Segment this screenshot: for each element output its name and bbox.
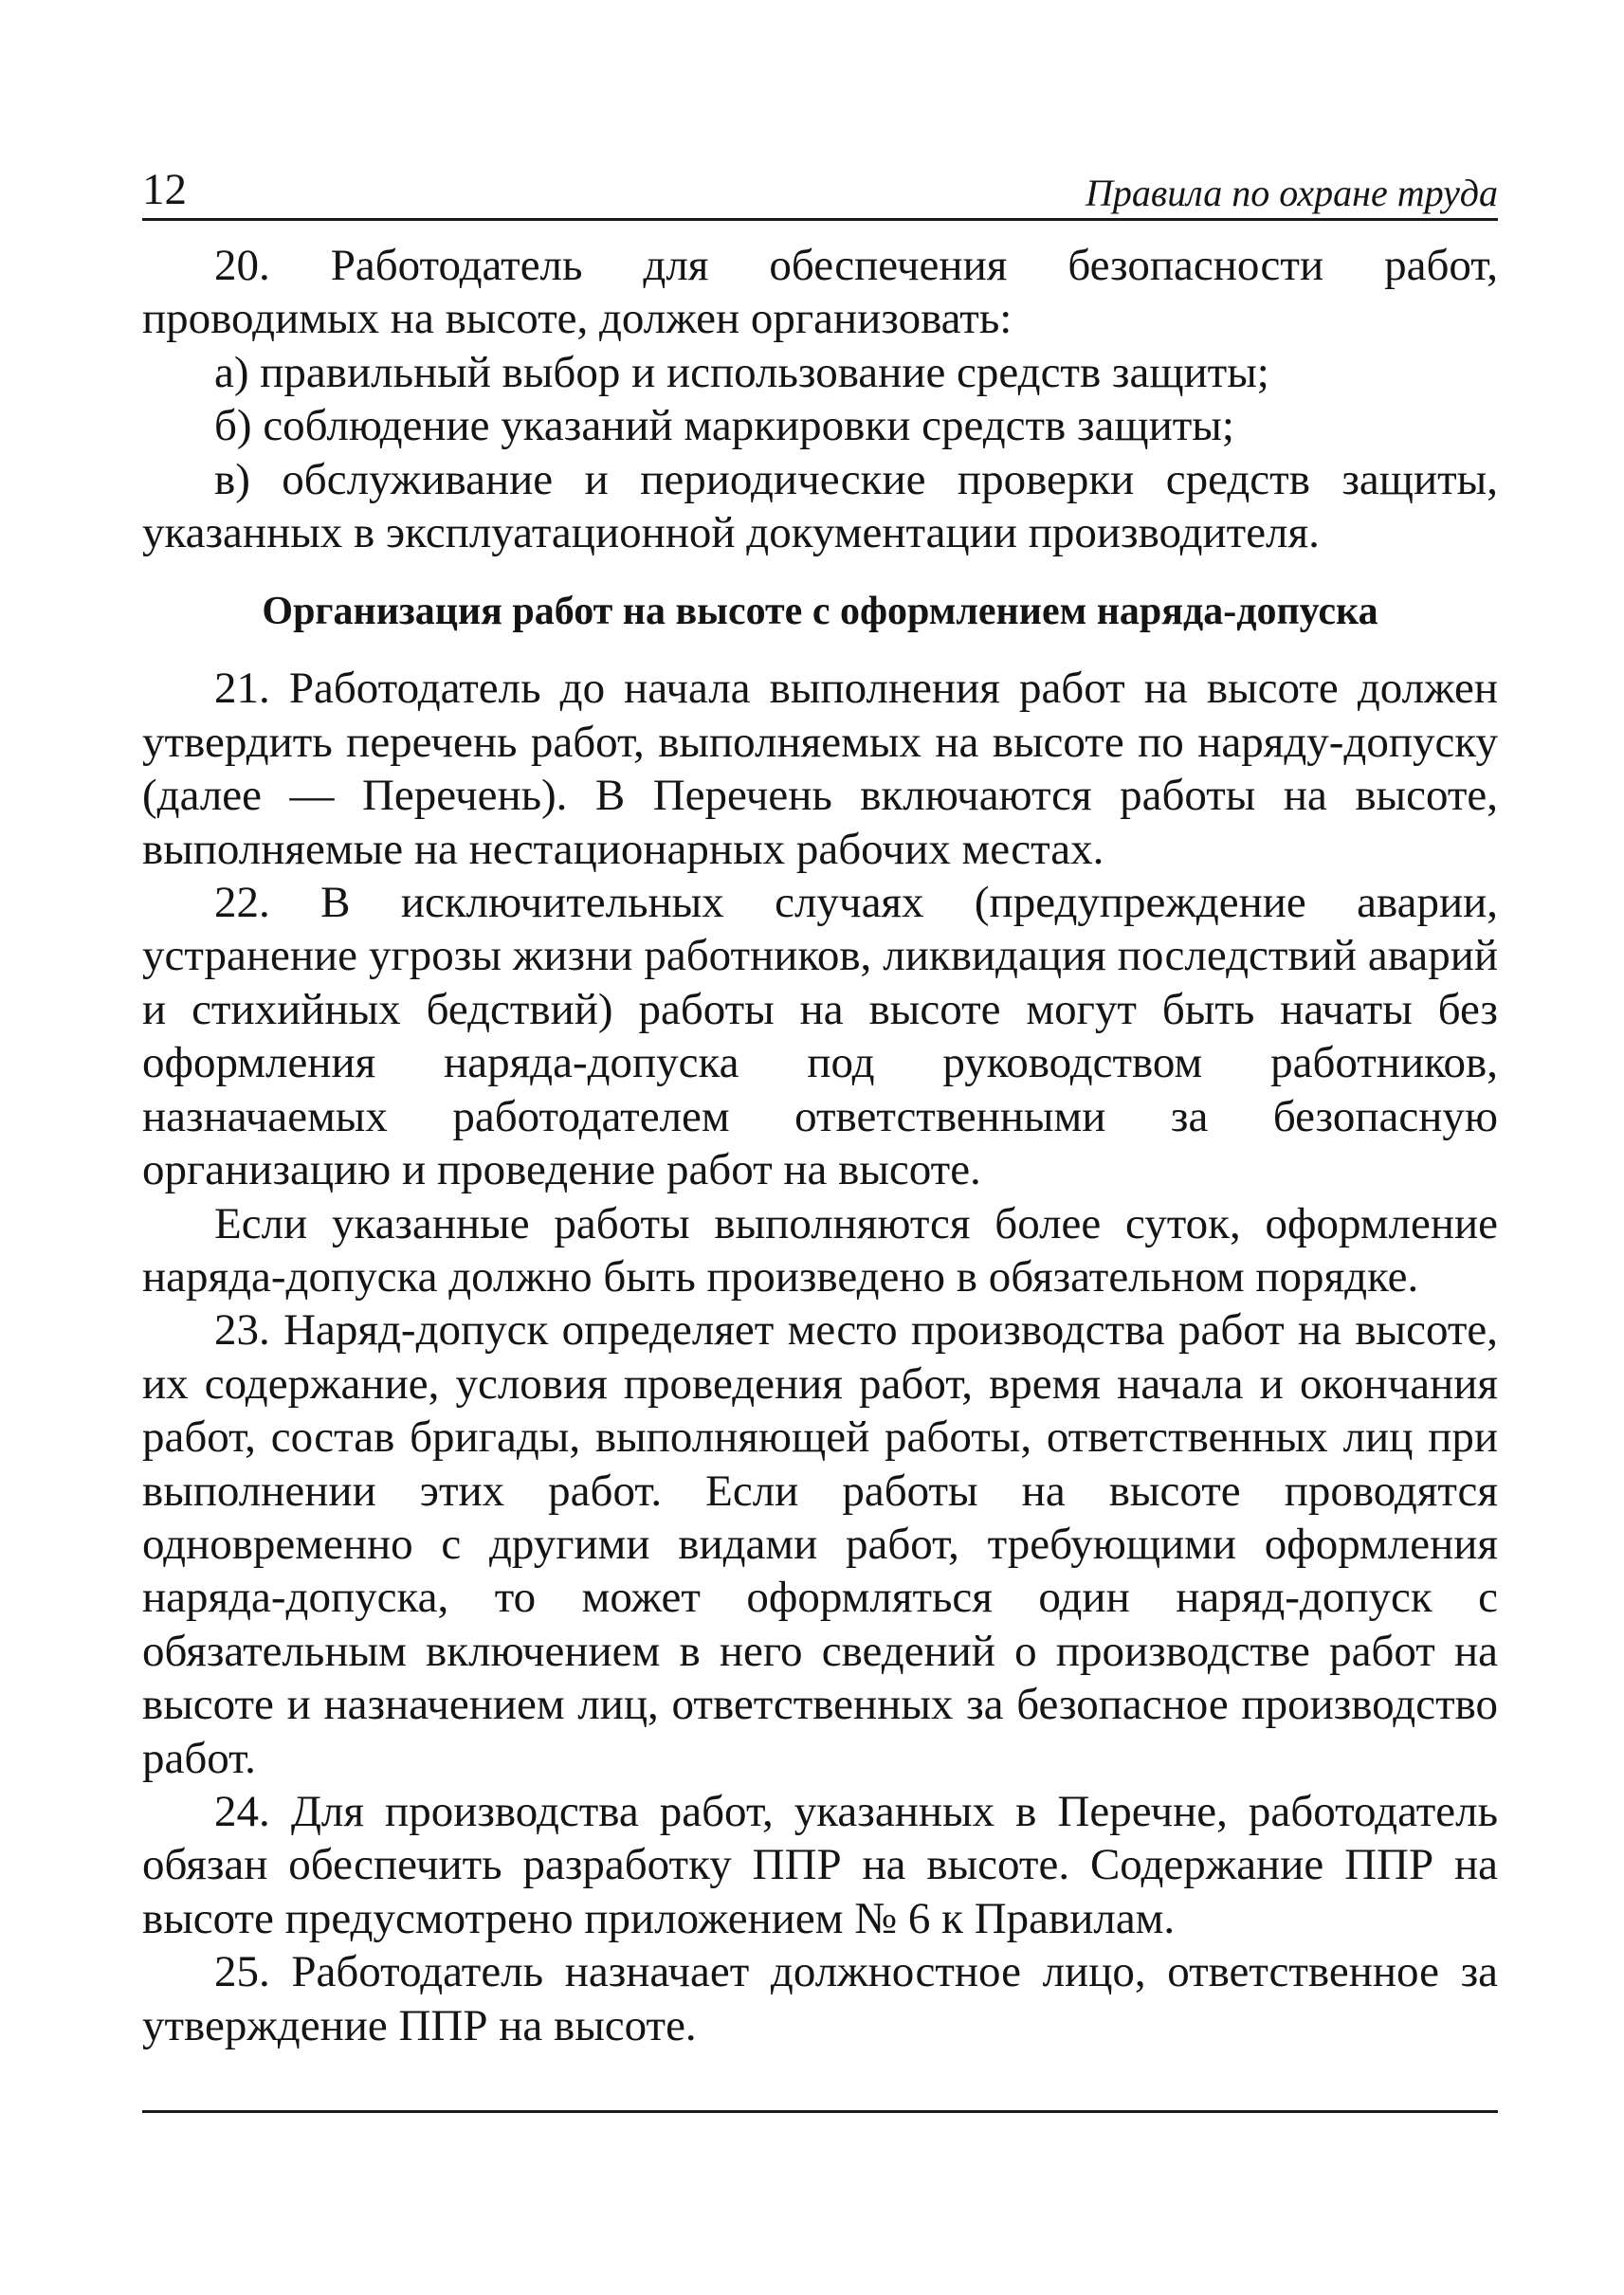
header-rule xyxy=(142,218,1498,221)
paragraph-21: 21. Работодатель до начала выполнения работ на высоте должен утвердить перечень работ, выполняемых на высоте по наряду-допуску (далее — Перечень). В Перечень включаются работы на высоте, выполняемые на нестационарных рабочих местах. xyxy=(142,664,1498,874)
section-heading: Организация работ на высоте с оформлением наряда-допуска xyxy=(262,590,1378,634)
paragraph-20-item-b: б) соблюдение указаний маркировки средств защиты; xyxy=(214,401,1234,451)
paragraph-20: 20. Работодатель для обеспечения безопасности работ, проводимых на высоте, должен организовать: xyxy=(142,241,1498,344)
paragraph-24: 24. Для производства работ, указанных в Перечне, работодатель обязан обеспечить разработку ППР на высоте. Содержание ППР на высоте предусмотрено приложением № 6 к Правилам. xyxy=(142,1786,1498,1943)
paragraph-20-item-a: а) правильный выбор и использование средств защиты; xyxy=(214,347,1269,397)
running-title: Правила по охране труда xyxy=(1086,172,1498,214)
paragraph-22: 22. В исключительных случаях (предупреждение аварии, устранение угрозы жизни работников, ликвидация последствий аварий и стихийных бедствий) работы на высоте могут быть начаты без оформления наряда-допуска под руководством работников, назначаемых работодателем ответственными за безопасную организацию и проведение работ на высоте. xyxy=(142,878,1498,1195)
paragraph-22-continuation: Если указанные работы выполняются более суток, оформление наряда-допуска должно быть произведено в обязательном порядке. xyxy=(142,1198,1498,1302)
paragraph-20-item-v: в) обслуживание и периодические проверки средств защиты, указанных в эксплуатационной документации производителя. xyxy=(142,454,1498,558)
page-header xyxy=(142,163,1498,216)
paragraph-23: 23. Наряд-допуск определяет место производства работ на высоте, их содержание, условия проведения работ, время начала и окончания работ, состав бригады, выполняющей работы, ответственных лиц при выполнении этих работ. Если работы на высоте проводятся одновременно с другими видами работ, требующими оформления наряда-допуска, то может оформляться один наряд-допуск с обязательным включением в него сведений о производстве работ на высоте и назначением лиц, ответственных за безопасное производство работ. xyxy=(142,1305,1498,1783)
body-text xyxy=(142,239,1498,2052)
paragraph-25: 25. Работодатель назначает должностное лицо, ответственное за утверждение ППР на высоте. xyxy=(142,1947,1498,2050)
footer-rule xyxy=(142,2110,1498,2113)
page-number: 12 xyxy=(142,165,187,214)
